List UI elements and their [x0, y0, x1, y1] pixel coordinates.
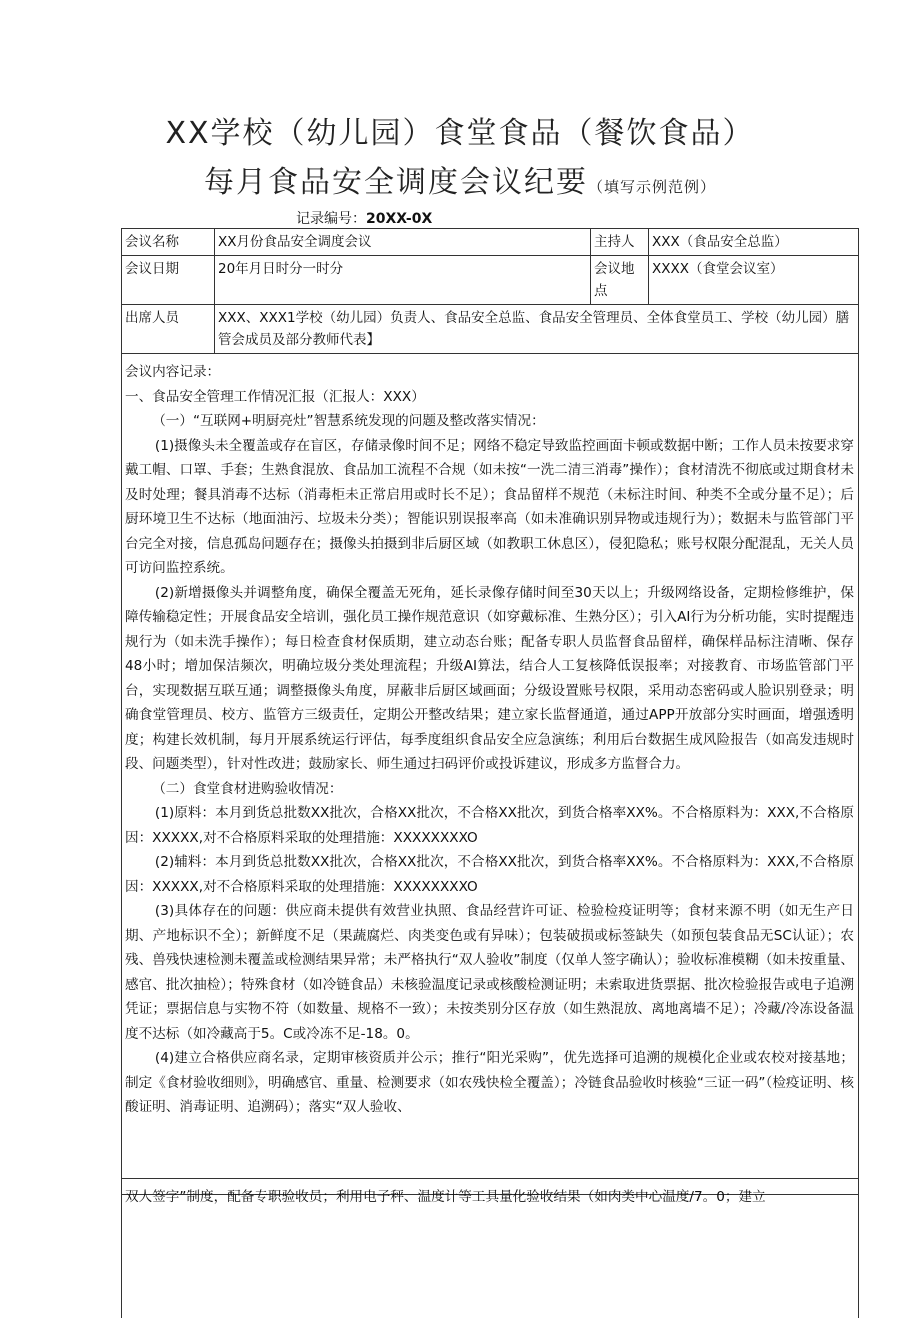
meeting-place-value: XXXX（食堂会议室）: [648, 256, 858, 304]
attendees-value: XXX、XXX1学校（幼儿园）负责人、食品安全总监、食品安全管理员、全体食堂员工、学校（幼儿园）膳管会成员及部分教师代表】: [214, 305, 858, 353]
subtitle-note: （填写示例范例）: [587, 178, 716, 196]
record-number-label: 记录编号：: [296, 211, 366, 227]
record-number: [296, 208, 432, 228]
meeting-date-value: 20年月日时分一时分: [214, 256, 590, 304]
paragraph-5: (3)具体存在的问题：供应商未提供有效营业执照、食品经营许可证、检验检疫证明等；食材来源不明（如无生产日期、产地标识不全）；新鲜度不足（果蔬腐烂、肉类变色或有异味）；包装破损或标签缺失（如预包装食品无SC认证）；农残、兽残快速检测未覆盖或检测结果异常；未严格执行“双人验收”制度（仅单人签字确认）；验收标准模糊（如未按重量、感官、批次抽检）；特殊食材（如冷链食品）未核验温度记录或核酸检测证明；未索取进货票据、批次检验报告或电子追溯凭证；票据信息与实物不符（如数量、规格不一致）；未按类别分区存放（如生熟混放、离地离墙不足）；冷藏/冷冻设备温度不达标（如冷藏高于5。C或冷冻不足-18。0。: [125, 903, 854, 1042]
minutes-table: [121, 228, 859, 1195]
attendees-row: [122, 305, 858, 354]
paragraph-4: (2)辅料：本月到货总批数XX批次，合格XX批次，不合格XX批次，到货合格率XX%。不合格原料为：XXX,不合格原因：XXXXX,对不合格原料采取的处理措施：XXXXXXXXO: [125, 854, 854, 895]
content-heading: 会议内容记录：: [125, 364, 221, 380]
meeting-date-row: [122, 256, 858, 305]
meeting-name-label: 会议名称: [125, 234, 179, 250]
subsection-1-heading: （一）“互联网+明厨亮灶”智慧系统发现的问题及整改落实情况：: [152, 413, 545, 429]
host-label: 主持人: [590, 229, 648, 255]
paragraph-2: (2)新增摄像头并调整角度，确保全覆盖无死角，延长录像存储时间至30天以上；升级网络设备，定期检修维护，保障传输稳定性；开展食品安全培训，强化员工操作规范意识（如穿戴标准、生熟分区）；引入AI行为分析功能，实时提醒违规行为（如未洗手操作）；每日检查食材保质期，建立动态台账；配备专职人员监督食品留样，确保样品标注清晰、保存48小时；增加保洁频次，明确垃圾分类处理流程；升级AI算法，结合人工复核降低误报率；对接教育、市场监管部门平台，实现数据互联互通；调整摄像头角度，屏蔽非后厨区域画面；分级设置账号权限，采用动态密码或人脸识别登录；明确食堂管理员、校方、监管方三级责任，定期公开整改结果；建立家长监督通道，通过APP开放部分实时画面，增强透明度；构建长效机制，每月开展系统运行评估，每季度组织食品安全应急演练；利用后台数据生成风险报告（如高发违规时段、问题类型），针对性改进；鼓励家长、师生通过扫码评价或投诉建议，形成多方监督合力。: [125, 584, 854, 772]
section-1-heading: 一、食品安全管理工作情况汇报（汇报人：XXX）: [125, 388, 425, 405]
document-title: XX学校（幼儿园）食堂食品（餐饮食品）: [165, 116, 755, 151]
meeting-place-label: 会议地点: [590, 256, 648, 304]
paragraph-3: (1)原料：本月到货总批数XX批次，合格XX批次，不合格XX批次，到货合格率XX%。不合格原料为：XXX,不合格原因：XXXXX,对不合格原料采取的处理措施：XXXXXXXXO: [125, 805, 854, 846]
record-number-value: 20XX-0X: [366, 211, 433, 227]
continuation-text: 双人签字”制度，配备专职验收员；利用电子秤、温度计等工具量化验收结果（如肉类中心温度/7。0；建立: [125, 1189, 766, 1205]
subsection-2-heading: （二）食堂食材进购验收情况：: [152, 780, 343, 797]
subtitle-text: 每月食品安全调度会议纪要: [203, 165, 588, 200]
paragraph-1: (1)摄像头未全覆盖或存在盲区，存储录像时间不足；网络不稳定导致监控画面卡顿或数据中断；工作人员未按要求穿戴工帽、口罩、手套；生熟食混放、食品加工流程不合规（如未按“一洗二清三消毒”操作）；食材清洗不彻底或过期食材未及时处理；餐具消毒不达标（消毒柜未正常启用或时长不足）；食品留样不规范（未标注时间、种类不全或分量不足）；后厨环境卫生不达标（地面油污、垃圾未分类）；智能识别误报率高（如未准确识别异物或违规行为）；数据未与监管部门平台完全对接，信息孤岛问题存在；摄像头拍摄到非后厨区域（如教职工休息区），侵犯隐私；账号权限分配混乱，无关人员可访问监控系统。: [125, 437, 854, 576]
meeting-name-row: [122, 229, 858, 256]
meeting-date-label: 会议日期: [125, 261, 179, 277]
meeting-name-value: XX月份食品安全调度会议: [214, 229, 590, 255]
attendees-label: 出席人员: [125, 310, 179, 326]
host-value: XXX（食品安全总监）: [648, 229, 858, 255]
meeting-content: [122, 354, 858, 1194]
continuation-page: [121, 1178, 859, 1318]
document-subtitle: [0, 157, 920, 201]
paragraph-6: (4)建立合格供应商名录，定期审核资质并公示；推行“阳光采购”，优先选择可追溯的规模化企业或农校对接基地；制定《食材验收细则》，明确感官、重量、检测要求（如农残快检全覆盖）；冷链食品验收时核验“三证一码”（检疫证明、核酸证明、消毒证明、追溯码）；落实“双人验收、: [125, 1050, 854, 1115]
